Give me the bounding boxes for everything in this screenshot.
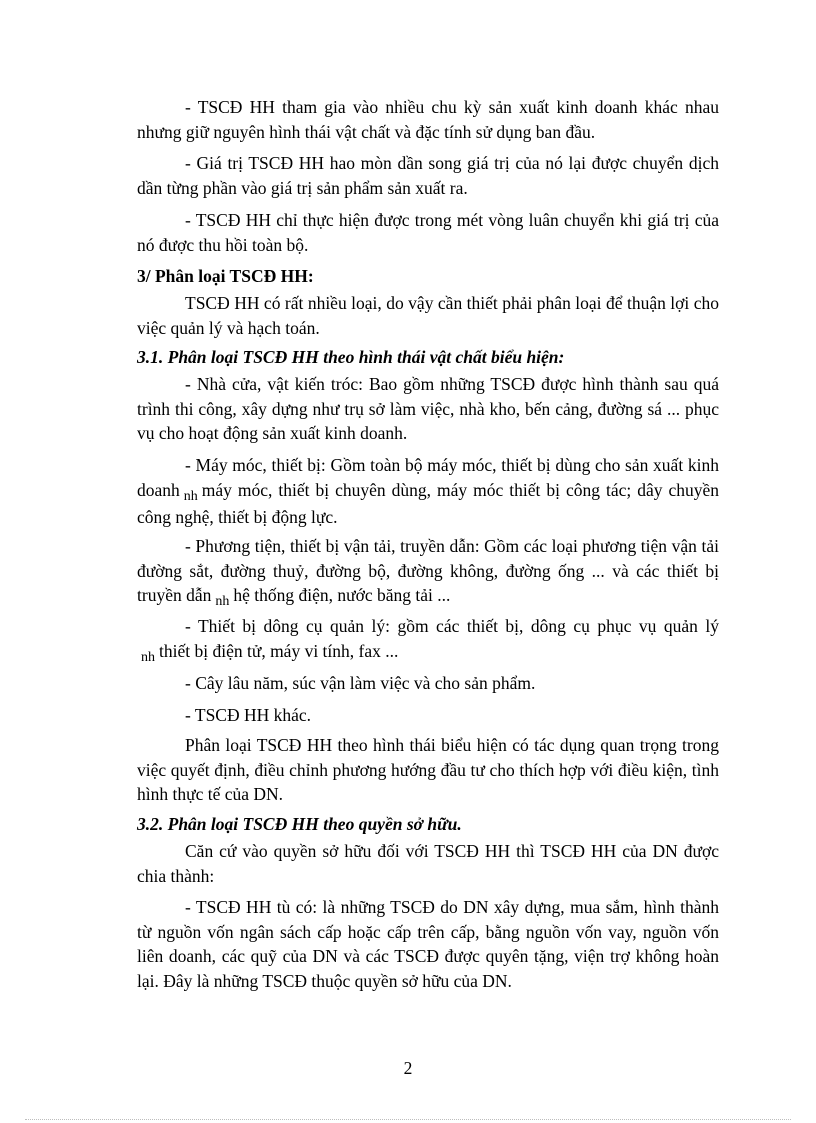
paragraph-tscd-characteristic-3: - TSCĐ HH chỉ thực hiện được trong mét vòng luân chuyển khi giá trị của nó được thu hồi toàn bộ. [137,210,719,255]
management-text-b: thiết bị điện tử, máy vi tính, fax ... [159,640,399,661]
paragraph-management-tools [137,614,719,666]
paragraph-owned-tscd: - TSCĐ HH tù có: là những TSCĐ do DN xây dựng, mua sắm, hình thành từ nguồn vốn ngân sách cấp hoặc cấp trên cấp, bằng nguồn vốn vay, nguồn vốn liên doanh, các quỹ của DN và các TSCĐ được quyên tặng, viện trợ không hoàn lại. Đây là những TSCĐ thuộc quyền sở hữu của DN. [137,897,719,991]
subsection-heading-3-1: 3.1. Phân loại TSCĐ HH theo hình thái vật chất biểu hiện: [137,347,565,367]
paragraph-ownership-intro: Căn cứ vào quyền sở hữu đối với TSCĐ HH thì TSCĐ HH của DN được chia thành: [137,841,719,886]
fragment-nh: nh [215,594,230,609]
section-heading-classification: 3/ Phân loại TSCĐ HH: [137,266,314,286]
paragraph-other-tscd: - TSCĐ HH khác. [185,705,312,725]
paragraph-transport [137,534,719,611]
paragraph-perennial-plants: - Cây lâu năm, súc vận làm việc và cho sản phẩm. [185,673,536,693]
paragraph-tscd-characteristic-2: - Giá trị TSCĐ HH hao mòn dần song giá trị của nó lại được chuyển dịch dần từng phần vào giá trị sản phẩm sản xuất ra. [137,153,719,198]
fragment-nh: nh [183,488,198,504]
transport-text-a: - Phương tiện, thiết bị vận tải, truyền dẫn: Gồm các loại phương tiện vận tải đường sắt, đường thuỷ, đường bộ, đường không, đường ống ... và các thiết bị truyền dẫn [137,536,719,605]
paragraph-tscd-characteristic-1: - TSCĐ HH tham gia vào nhiều chu kỳ sản xuất kinh doanh khác nhau nhưng giữ nguyên hình thái vật chất và đặc tính sử dụng ban đầu. [137,97,719,142]
machinery-text-b: máy móc, thiết bị chuyên dùng, máy móc thiết bị công tác; dây chuyền công nghệ, thiết bị động lực. [137,479,719,527]
transport-text-b: hệ thống điện, nước băng tải ... [233,585,451,605]
fragment-nh: nh [141,649,155,665]
management-text-a: - Thiết bị dông cụ quản lý: gồm các thiết bị, dông cụ phục vụ quản lý [185,616,719,636]
page-number: 2 [403,1058,413,1078]
paragraph-machinery [137,453,719,530]
paragraph-classification-effect: Phân loại TSCĐ HH theo hình thái biểu hiện có tác dụng quan trọng trong việc quyết định, điều chỉnh phương hướng đầu tư cho thích hợp với điều kiện, tình hình thực tế của DN. [137,735,719,804]
page-bottom-divider [25,1119,791,1120]
machinery-text-a: - Máy móc, thiết bị: Gồm toàn bộ máy móc, thiết bị dùng cho sản xuất kinh doanh [137,455,719,500]
paragraph-buildings: - Nhà cửa, vật kiến tróc: Bao gồm những TSCĐ được hình thành sau quá trình thi công, xây dựng như trụ sở làm việc, nhà kho, bến cảng, đường sá ... phục vụ cho hoạt động sản xuất kinh doanh. [137,374,719,443]
subsection-heading-3-2: 3.2. Phân loại TSCĐ HH theo quyền sở hữu. [137,814,462,834]
paragraph-classification-intro: TSCĐ HH có rất nhiều loại, do vậy cần thiết phải phân loại để thuận lợi cho việc quản lý và hạch toán. [137,293,719,338]
